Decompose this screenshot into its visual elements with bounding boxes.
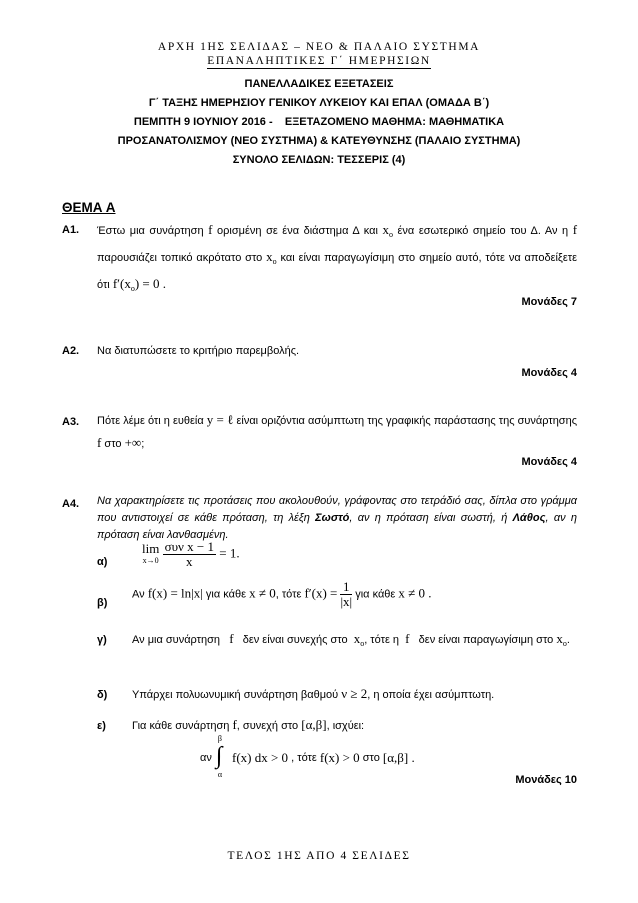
item-e-label: ε): [97, 720, 106, 732]
item-d-text: Υπάρχει πολυωνυμική συνάρτηση βαθμού ν ≥ 2, η οποία έχει ασύμπτωτη.: [132, 686, 495, 701]
question-a2-text: Να διατυπώσετε το κριτήριο παρεμβολής.: [97, 345, 300, 357]
question-a2-number: Α2.: [62, 345, 80, 357]
item-a-label: α): [97, 556, 108, 568]
page-header-line1: ΑΡΧΗ 1ΗΣ ΣΕΛΙΔΑΣ – ΝΕΟ & ΠΑΛΑΙΟ ΣΥΣΤΗΜΑ: [157, 41, 481, 53]
page-footer: ΤΕΛΟΣ 1ΗΣ ΑΠΟ 4 ΣΕΛΙΔΕΣ: [227, 850, 411, 862]
item-a-formula: lim x→0 $\frac{\text{συν x − 1}}{x}$ = 1.: [142, 539, 240, 569]
item-b-text: Αν f(x) = ln|x| για κάθε x ≠ 0, τότε f′(x) = $\frac{1}{|x|}$ για κάθε x ≠ 0 .: [132, 579, 432, 609]
page-header-line2-text: ΕΠΑΝΑΛΗΠΤΙΚΕΣ Γ΄ ΗΜΕΡΗΣΙΩΝ: [207, 55, 431, 67]
item-e-text: Για κάθε συνάρτηση f, συνεχή στο [α,β], ισχύει:: [132, 717, 365, 732]
exam-title-line5: ΣΥΝΟΛΟ ΣΕΛΙΔΩΝ: ΤΕΣΣΕΡΙΣ (4): [232, 154, 406, 166]
question-a3-text: Πότε λέμε ότι η ευθεία y = ℓ είναι οριζόντια ασύμπτωτη της γραφικής παράστασης της συνάρτησης f στο +∞;: [97, 412, 578, 450]
integral-sign: β ∫ α: [215, 734, 223, 779]
question-a2-marks: Μονάδες 4: [521, 367, 577, 379]
question-a4-intro: Να χαρακτηρίσετε τις προτάσεις που ακολουθούν, γράφοντας στο τετράδιό σας, δίπλα στο γράμμα που αντιστοιχεί σε κάθε πρόταση, τη λέξη Σωστό, αν η πρόταση είναι σωστή, ή Λάθος, αν η πρόταση είναι λανθασμένη.: [97, 495, 577, 541]
question-a1-text: Έστω μια συνάρτηση f ορισμένη σε ένα διάστημα Δ και $x_o$ ένα εσωτερικό σημείο του Δ. Αν η f παρουσιάζει τοπικό ακρότατο στο $x_o$ και είναι παραγωγίσιμη στο σημείο αυτό, τότε να αποδείξετε ότι $f'(x_o) = 0$ .: [97, 222, 578, 293]
question-a4-marks: Μονάδες 10: [515, 774, 577, 786]
page-header-line2: [0, 55, 638, 67]
item-d-label: δ): [97, 689, 108, 701]
exam-title-line1: ΠΑΝΕΛΛΑΔΙΚΕΣ ΕΞΕΤΑΣΕΙΣ: [244, 78, 394, 90]
item-e-condition: αν β ∫ α f(x) dx > 0 , τότε f(x) > 0 στο [α,β] .: [200, 734, 415, 779]
question-a1-number: Α1.: [62, 224, 80, 236]
item-c-label: γ): [97, 634, 107, 646]
item-b-label: β): [97, 597, 108, 609]
exam-title-line2: Γ΄ ΤΑΞΗΣ ΗΜΕΡΗΣΙΟΥ ΓΕΝΙΚΟΥ ΛΥΚΕΙΟΥ ΚΑΙ ΕΠΑΛ (ΟΜΑΔΑ Β΄): [148, 97, 490, 109]
question-a4-number: Α4.: [62, 498, 80, 510]
exam-title-line3: ΠΕΜΠΤΗ 9 ΙΟΥΝΙΟΥ 2016 - ΕΞΕΤΑΖΟΜΕΝΟ ΜΑΘΗΜΑ: ΜΑΘΗΜΑΤΙΚΑ: [133, 116, 505, 128]
item-c-text: Αν μια συνάρτηση f δεν είναι συνεχής στο $x_o$, τότε η f δεν είναι παραγωγίσιμη στο $x_o$.: [132, 631, 570, 648]
section-heading: ΘΕΜΑ Α: [62, 200, 116, 215]
question-a3-marks: Μονάδες 4: [521, 456, 577, 468]
exam-title-line4: ΠΡΟΣΑΝΑΤΟΛΙΣΜΟΥ (ΝΕΟ ΣΥΣΤΗΜΑ) & ΚΑΤΕΥΘΥΝΣΗΣ (ΠΑΛΑΙΟ ΣΥΣΤΗΜΑ): [117, 135, 521, 147]
question-a1-marks: Μονάδες 7: [521, 296, 577, 308]
question-a3-number: Α3.: [62, 416, 80, 428]
